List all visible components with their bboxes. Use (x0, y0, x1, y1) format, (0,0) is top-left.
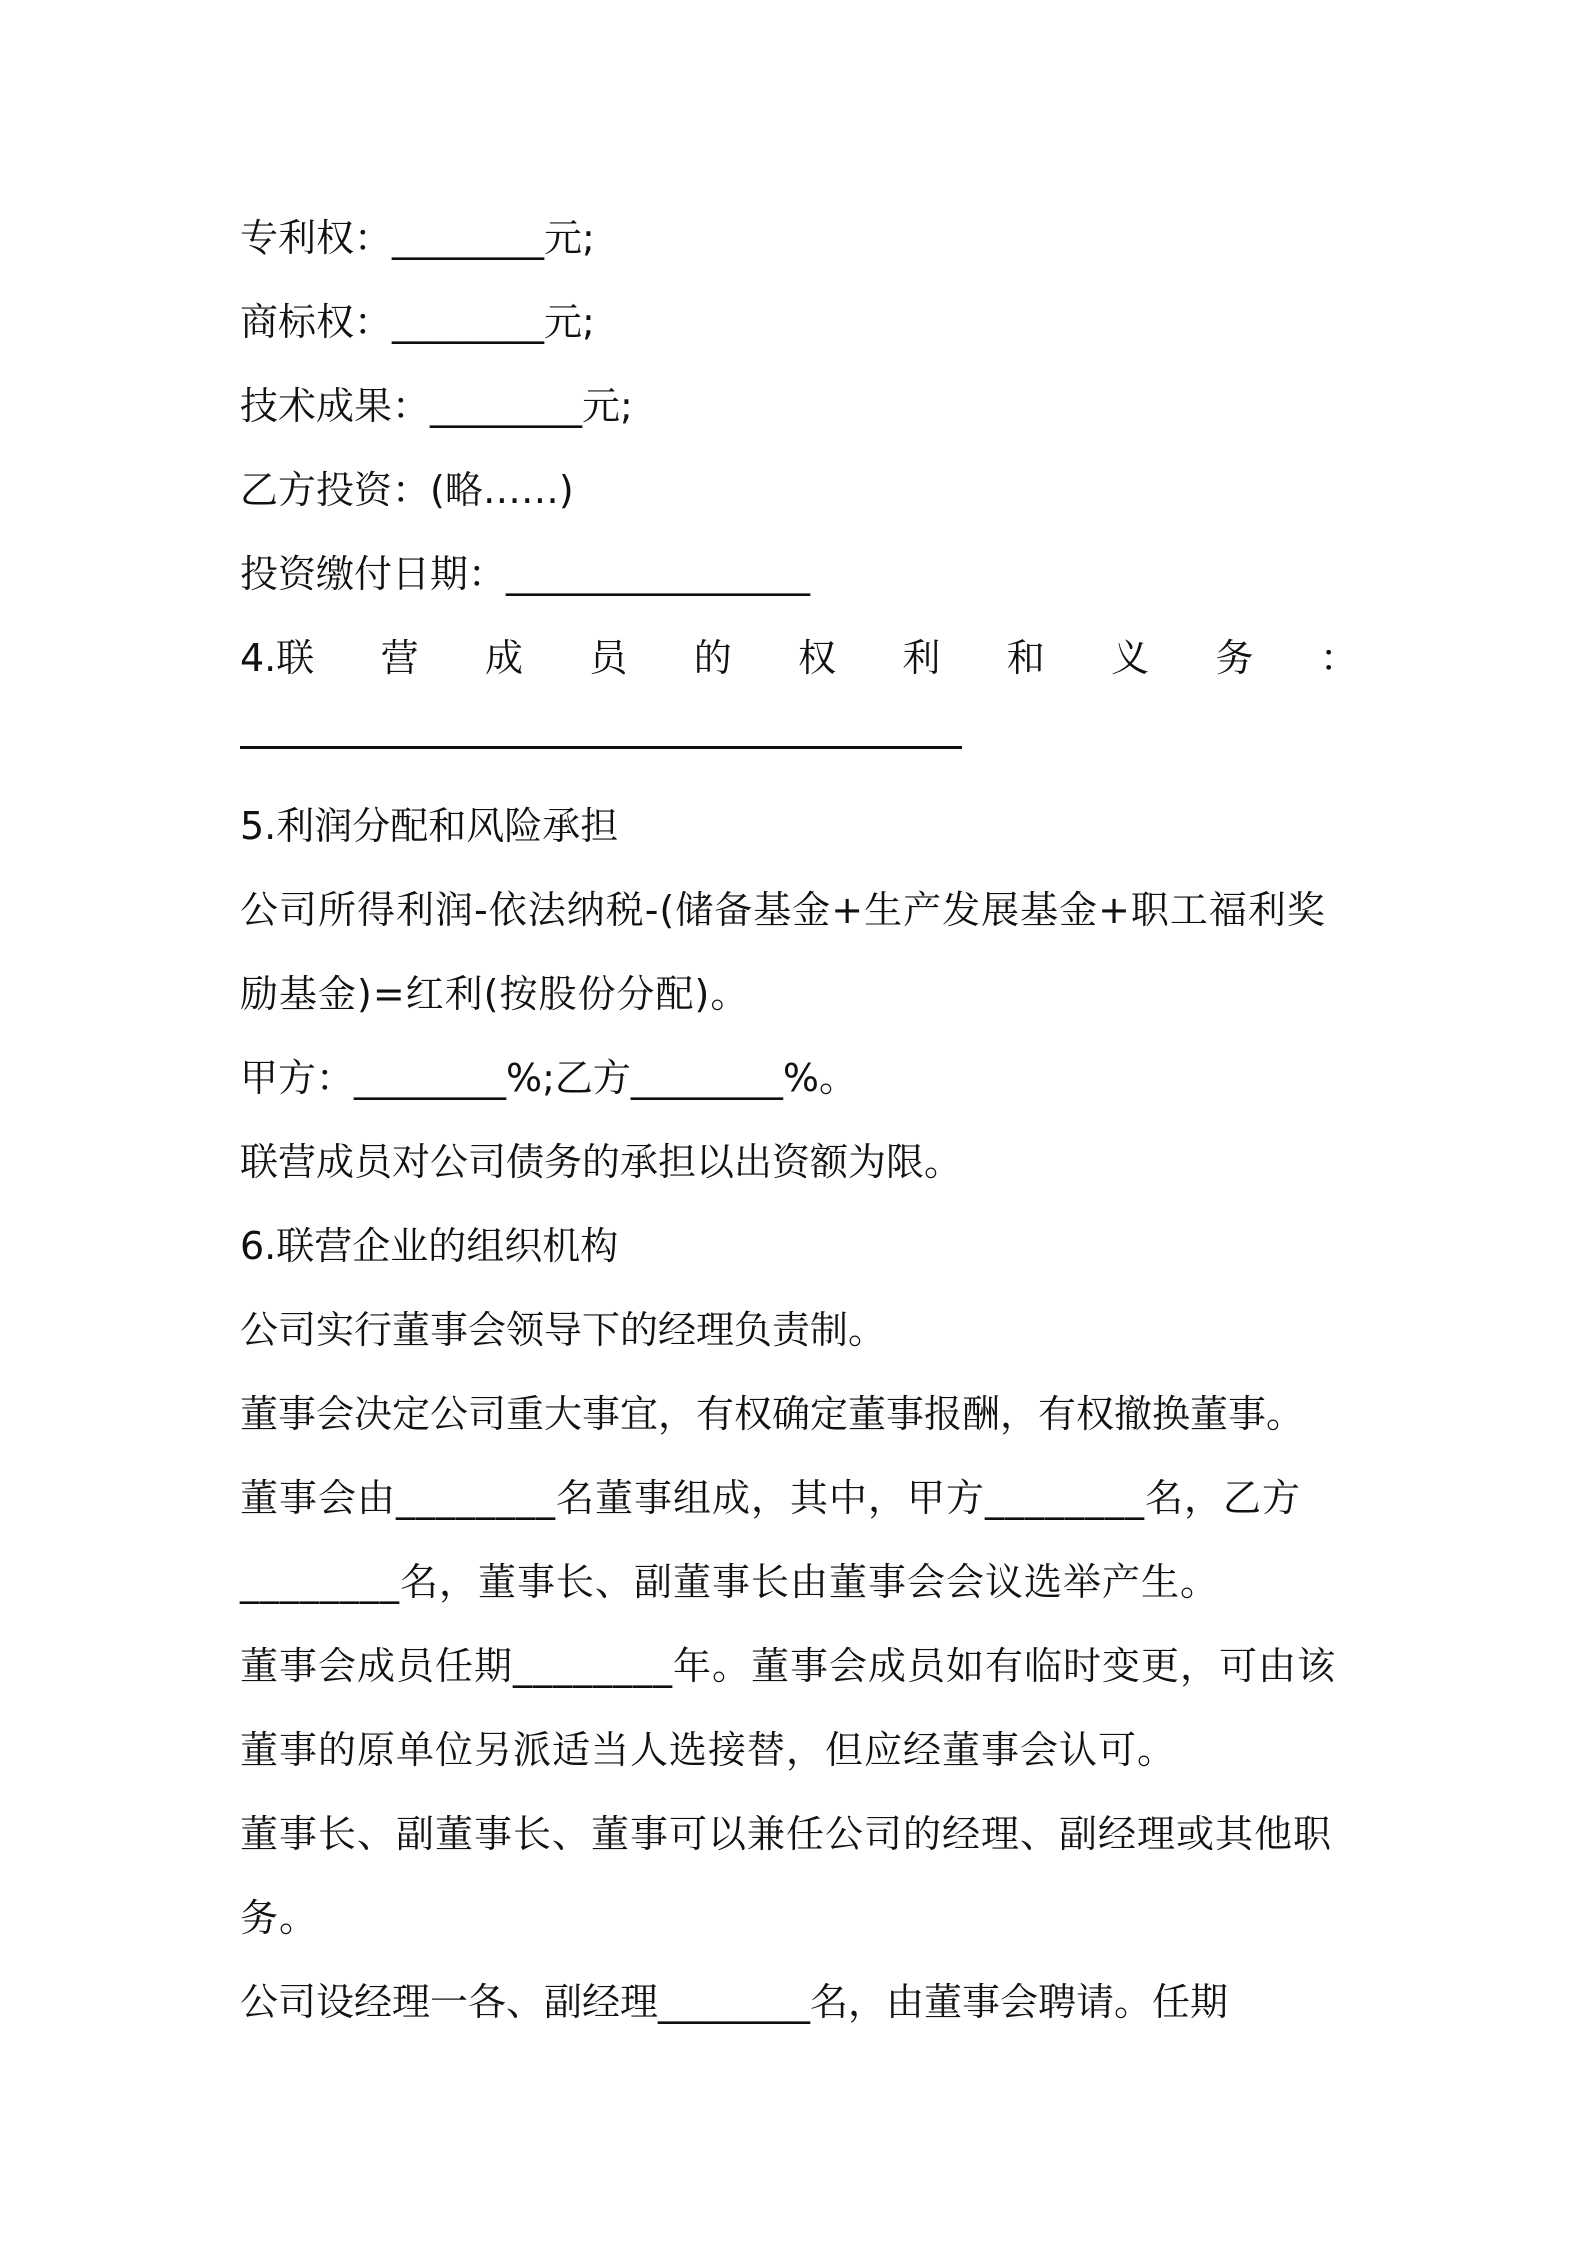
section-4-char: 的 (693, 636, 732, 680)
party-b-investment-line: 乙方投资：(略……) (240, 468, 574, 512)
section-4-char: 权 (798, 636, 837, 680)
liability-line: 联营成员对公司债务的承担以出资额为限。 (240, 1140, 963, 1184)
document-page (240, 196, 1358, 2044)
section-4-char: 和 (1006, 636, 1045, 680)
patent-line: 专利权：________元; (240, 216, 595, 260)
concurrent-roles: 董事长、副董事长、董事可以兼任公司的经理、副经理或其他职务。 (240, 1812, 1333, 1940)
tech-result-line: 技术成果：________元; (240, 384, 633, 428)
section-4-char: 4.联 (240, 636, 315, 680)
section-6-title: 6.联营企业的组织机构 (240, 1224, 619, 1268)
section-4-char: 务 (1215, 636, 1254, 680)
section-4-char: 利 (902, 636, 941, 680)
payment-date-line: 投资缴付日期：________________ (240, 552, 811, 596)
profit-ratio-line: 甲方：________%;乙方________%。 (240, 1056, 858, 1100)
trademark-line: 商标权：________元; (240, 300, 595, 344)
section-5-title: 5.利润分配和风险承担 (240, 804, 619, 848)
manager-system-line: 公司实行董事会领导下的经理负责制。 (240, 1308, 887, 1352)
profit-formula: 公司所得利润-依法纳税-(储备基金+生产发展基金+职工福利奖励基金)=红利(按股份分配)。 (240, 888, 1326, 1016)
section-4-fill-in-rule (240, 746, 962, 749)
manager-hire-line: 公司设经理一各、副经理________名，由董事会聘请。任期 (240, 1980, 1229, 2024)
section-4-char: 成 (484, 636, 523, 680)
section-4-char: 员 (589, 636, 628, 680)
section-4-char: 义 (1111, 636, 1150, 680)
board-composition: 董事会由________名董事组成，其中，甲方________名，乙方________名，董事长、副董事长由董事会会议选举产生。 (240, 1476, 1302, 1604)
board-term: 董事会成员任期________年。董事会成员如有临时变更，可由该董事的原单位另派适当人选接替，但应经董事会认可。 (240, 1644, 1337, 1772)
section-4-char: ： (1319, 636, 1358, 680)
board-decides-line: 董事会决定公司重大事宜，有权确定董事报酬，有权撤换董事。 (240, 1392, 1305, 1436)
section-4-heading (240, 616, 1358, 700)
section-4-char: 营 (380, 636, 419, 680)
